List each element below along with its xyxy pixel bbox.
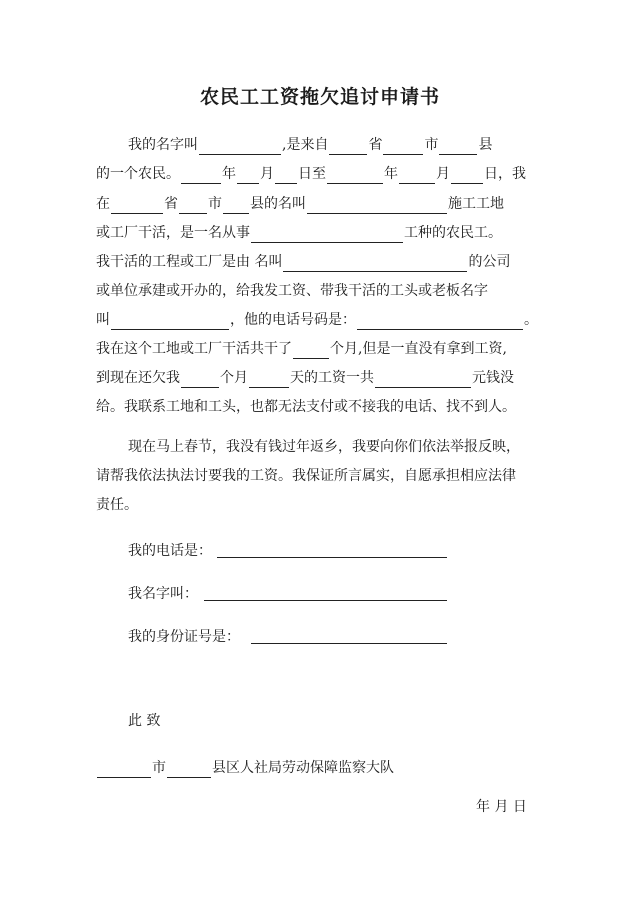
phone-label: 我的电话是： <box>128 543 212 559</box>
para1-line3: 在 省 市 县的名叫 施工工地 <box>96 196 504 212</box>
months-worked-blank[interactable] <box>293 342 329 359</box>
para1-line10: 给。我联系工地和工头，也都无法支付或不接我的电话、找不到人。 <box>96 399 516 415</box>
start-year-blank[interactable] <box>181 167 221 184</box>
work-county-blank[interactable] <box>223 197 249 214</box>
id-label: 我的身份证号是： <box>128 629 240 645</box>
work-city-blank[interactable] <box>179 197 207 214</box>
site-name-blank[interactable] <box>307 197 447 214</box>
recipient-city-blank[interactable] <box>97 761 151 778</box>
para1-line6: 或单位承建或开办的，给我发工资、带我干活的工头或老板名字 <box>96 283 488 299</box>
para2-line3: 责任。 <box>96 497 138 513</box>
para1-line2: 的一个农民。 年 月 日至 年 月 日，我 <box>96 166 526 182</box>
name-field[interactable] <box>204 600 447 601</box>
salutation: 此 致 <box>128 713 161 729</box>
para1-line9: 到现在还欠我 个月 天的工资一共 元钱没 <box>96 370 514 386</box>
para1-line4: 或工厂干活，是一名从事 工种的农民工。 <box>96 225 502 241</box>
para2-line1: 现在马上春节，我没有钱过年返乡，我要向你们依法举报反映， <box>128 439 520 455</box>
start-month-blank[interactable] <box>237 167 259 184</box>
start-day-blank[interactable] <box>275 167 297 184</box>
name-label: 我名字叫： <box>128 586 198 602</box>
para1-line5: 我干活的工程或工厂是由 名叫 的公司 <box>96 254 511 270</box>
name-blank[interactable] <box>199 138 281 155</box>
boss-phone-blank[interactable] <box>357 313 523 330</box>
date-line: 年 月 日 <box>476 799 527 815</box>
document-title: 农民工工资拖欠追讨申请书 <box>199 86 440 108</box>
recipient-line: 市 县区人社局劳动保障监察大队 <box>96 758 394 778</box>
para1-line7: 叫 ，他的电话号码是： 。 <box>96 312 538 328</box>
id-number-field[interactable] <box>251 643 447 644</box>
boss-name-blank[interactable] <box>111 313 229 330</box>
city-blank[interactable] <box>383 138 423 155</box>
province-blank[interactable] <box>329 138 367 155</box>
recipient-county-blank[interactable] <box>167 761 211 778</box>
end-year-blank[interactable] <box>327 167 383 184</box>
para2-line2: 请帮我依法执法讨要我的工资。我保证所言属实，自愿承担相应法律 <box>96 468 516 484</box>
job-type-blank[interactable] <box>251 226 403 243</box>
para1-line1: 我的名字叫 ,是来自 省 市 县 <box>128 137 493 153</box>
days-owed-blank[interactable] <box>249 371 289 388</box>
county-blank[interactable] <box>439 138 477 155</box>
para1-line8: 我在这个工地或工厂干活共干了 个月,但是一直没有拿到工资, <box>96 341 507 357</box>
end-month-blank[interactable] <box>399 167 435 184</box>
months-owed-blank[interactable] <box>181 371 219 388</box>
company-name-blank[interactable] <box>283 255 467 272</box>
amount-owed-blank[interactable] <box>375 371 471 388</box>
work-province-blank[interactable] <box>111 197 163 214</box>
end-day-blank[interactable] <box>451 167 483 184</box>
phone-field[interactable] <box>217 557 447 558</box>
